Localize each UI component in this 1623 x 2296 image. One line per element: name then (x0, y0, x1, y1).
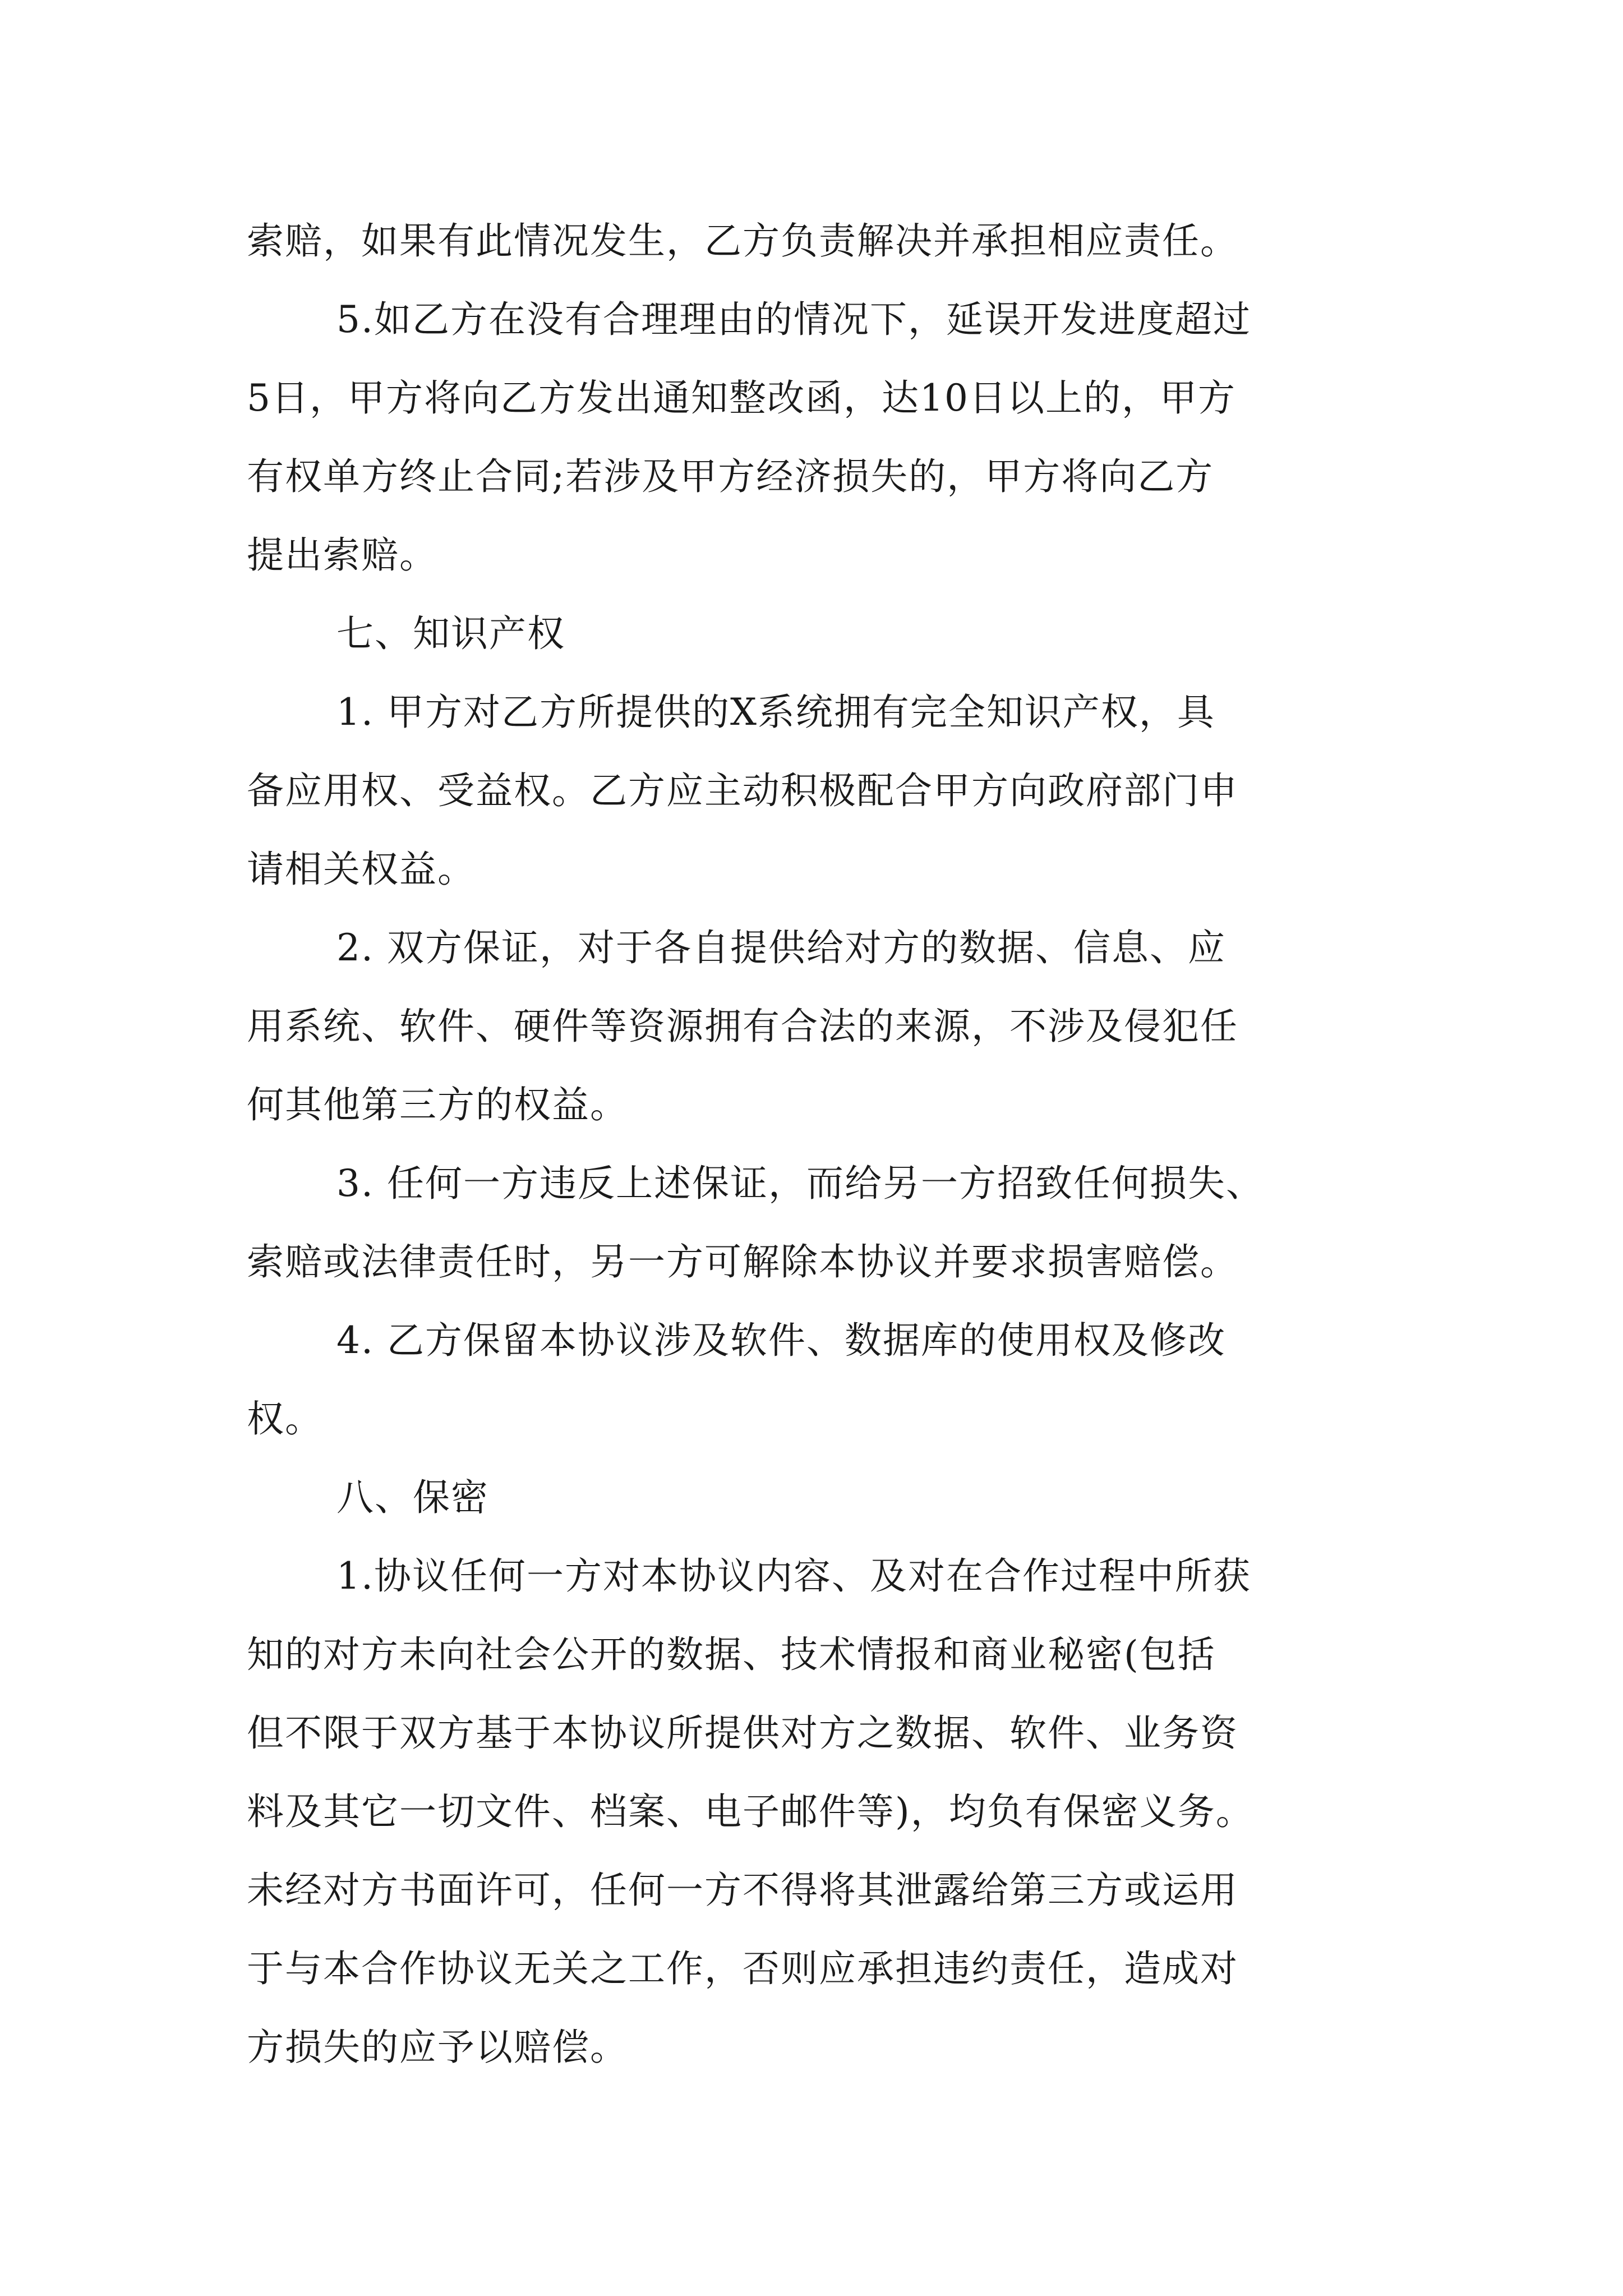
text-line: 4. 乙方保留本协议涉及软件、数据库的使用权及修改 (336, 1319, 1226, 1362)
text-line: 5.如乙方在没有合理理由的情况下，延误开发进度超过 (336, 298, 1251, 341)
text-line: 何其他第三方的权益。 (247, 1083, 628, 1126)
text-line: 请相关权益。 (247, 848, 476, 891)
text-line: 于与本合作协议无关之工作，否则应承担违约责任，造成对 (247, 1947, 1238, 1990)
text-line: 有权单方终止合同;若涉及甲方经济损失的，甲方将向乙方 (247, 455, 1214, 498)
text-line: 1. 甲方对乙方所提供的X系统拥有完全知识产权，具 (336, 691, 1215, 734)
text-line: 索赔或法律责任时，另一方可解除本协议并要求损害赔偿。 (247, 1240, 1238, 1283)
section-heading: 八、保密 (336, 1476, 489, 1519)
text-line: 3. 任何一方违反上述保证，而给另一方招致任何损失、 (336, 1162, 1264, 1205)
text-line: 权。 (247, 1397, 323, 1441)
section-heading: 七、知识产权 (336, 612, 565, 655)
text-line: 提出索赔。 (247, 533, 437, 577)
text-line: 1.协议任何一方对本协议内容、及对在合作过程中所获 (336, 1554, 1251, 1598)
text-line: 知的对方未向社会公开的数据、技术情报和商业秘密(包括 (247, 1633, 1216, 1676)
text-line: 索赔，如果有此情况发生，乙方负责解决并承担相应责任。 (247, 219, 1238, 263)
text-line: 用系统、软件、硬件等资源拥有合法的来源，不涉及侵犯任 (247, 1005, 1238, 1048)
text-line: 2. 双方保证，对于各自提供给对方的数据、信息、应 (336, 926, 1226, 969)
text-line: 备应用权、受益权。乙方应主动积极配合甲方向政府部门申 (247, 769, 1238, 812)
text-line: 但不限于双方基于本协议所提供对方之数据、软件、业务资 (247, 1711, 1238, 1755)
text-line: 5日，甲方将向乙方发出通知整改函，达10日以上的，甲方 (247, 376, 1236, 420)
text-line: 未经对方书面许可，任何一方不得将其泄露给第三方或运用 (247, 1869, 1238, 1912)
text-line: 料及其它一切文件、档案、电子邮件等)，均负有保密义务。 (247, 1790, 1254, 1833)
text-line: 方损失的应予以赔偿。 (247, 2026, 628, 2069)
